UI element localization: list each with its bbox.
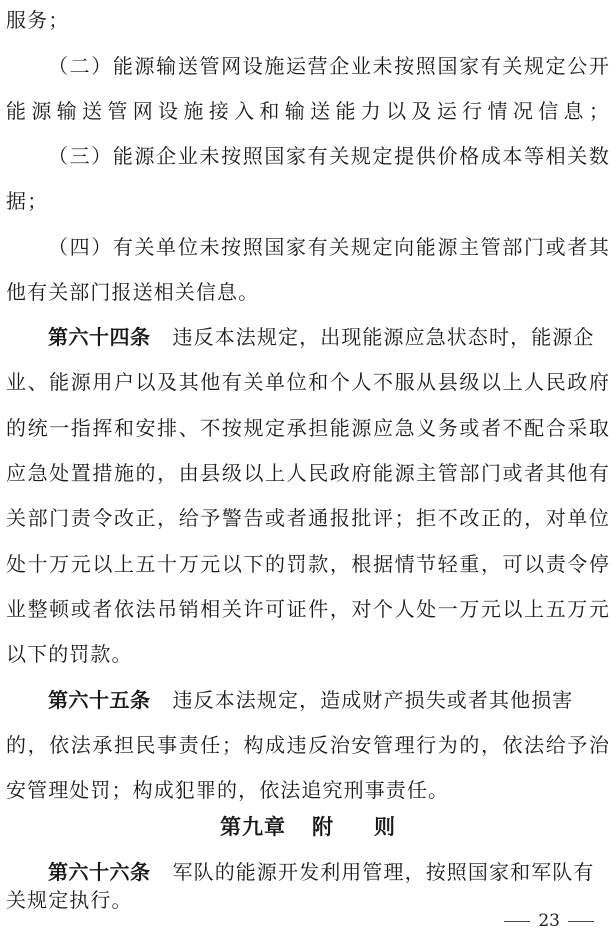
clause-3-line-2: 据；	[6, 189, 49, 213]
article-64-line: 业、能源用户以及其他有关单位和个人不服从县级以上人民政府	[6, 370, 610, 394]
text-line: 服务；	[6, 8, 70, 32]
article-64-line: 的统一指挥和安排、不按规定承担能源应急义务或者不配合采取	[6, 416, 610, 440]
article-65-text: 违反本法规定，造成财产损失或者其他损害	[172, 688, 574, 712]
article-64-line: 处十万元以上五十万元以下的罚款，根据情节轻重，可以责令停	[6, 552, 610, 576]
article-66-text: 军队的能源开发利用管理，按照国家和军队有	[172, 860, 595, 884]
page-number-dash-right	[568, 921, 594, 922]
clause-4-line-1: （四）有关单位未按照国家有关规定向能源主管部门或者其	[48, 235, 610, 259]
article-65-line: 安管理处罚；构成犯罪的，依法追究刑事责任。	[6, 778, 450, 802]
article-66-label: 第六十六条	[48, 860, 151, 884]
article-66-first-line	[48, 858, 610, 886]
chapter-heading	[0, 812, 616, 842]
page-number-value: 23	[538, 911, 560, 931]
article-64-line: 关部门责令改正，给予警告或者通报批评；拒不改正的，对单位	[6, 506, 610, 530]
page-number-dash-left	[504, 921, 530, 922]
article-64-text: 违反本法规定，出现能源应急状态时，能源企	[172, 325, 595, 349]
page-number	[496, 910, 602, 932]
clause-2-line-2: 能源输送管网设施接入和输送能力以及运行情况信息；	[6, 99, 610, 123]
chapter-title-a: 附	[312, 815, 334, 839]
article-65-first-line	[48, 686, 610, 714]
article-64-line: 应急处置措施的，由县级以上人民政府能源主管部门或者其他有	[6, 461, 610, 485]
article-64-first-line	[48, 323, 610, 351]
article-64-line: 业整顿或者依法吊销相关许可证件，对个人处一万元以上五万元	[6, 597, 610, 621]
chapter-number: 第九章	[220, 815, 286, 839]
clause-4-line-2: 他有关部门报送相关信息。	[6, 280, 260, 304]
chapter-title-b: 则	[374, 815, 396, 839]
clause-2-line-1: （二）能源输送管网设施运营企业未按照国家有关规定公开	[48, 54, 610, 78]
article-64-line: 以下的罚款。	[6, 642, 133, 666]
article-65-label: 第六十五条	[48, 688, 151, 712]
article-65-line: 的，依法承担民事责任；构成违反治安管理行为的，依法给予治	[6, 733, 610, 757]
article-64-label: 第六十四条	[48, 325, 151, 349]
clause-3-line-1: （三）能源企业未按照国家有关规定提供价格成本等相关数	[48, 144, 610, 168]
article-66-line: 关规定执行。	[6, 888, 133, 912]
